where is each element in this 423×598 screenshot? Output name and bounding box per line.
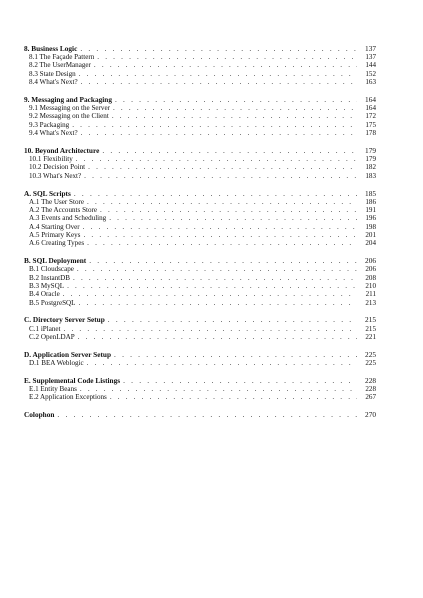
toc-subsection-entry[interactable] bbox=[24, 265, 376, 273]
dot-leader bbox=[80, 385, 357, 393]
toc-entry-title: B.1 Cloudscape bbox=[29, 265, 74, 274]
toc-entry-title: B.3 MySQL bbox=[29, 281, 65, 290]
toc-entry-title: A. SQL Scripts bbox=[24, 188, 71, 198]
toc-page-number: 208 bbox=[365, 273, 376, 282]
dot-leader bbox=[87, 239, 357, 247]
toc-subsection-entry[interactable] bbox=[24, 282, 376, 290]
toc-entry-title: A.6 Creating Types bbox=[29, 239, 85, 248]
dot-leader bbox=[79, 299, 357, 307]
toc-page-number: 206 bbox=[365, 256, 376, 266]
toc-page-number: 164 bbox=[365, 104, 376, 113]
dot-leader bbox=[81, 78, 357, 86]
toc-subsection-entry[interactable] bbox=[24, 163, 376, 171]
toc-page-number: 213 bbox=[365, 298, 376, 307]
table-of-contents bbox=[24, 44, 376, 428]
toc-chapter-entry[interactable] bbox=[24, 146, 376, 155]
toc-subsection-entry[interactable] bbox=[24, 299, 376, 307]
toc-entry-title: A.3 Events and Scheduling bbox=[29, 214, 107, 223]
toc-entry-title: 9.1 Messaging on the Server bbox=[29, 104, 110, 113]
toc-entry-title: C.2 OpenLDAP bbox=[29, 332, 75, 341]
toc-page-number: 163 bbox=[365, 78, 376, 87]
toc-page-number: 210 bbox=[365, 281, 376, 290]
dot-leader bbox=[109, 214, 357, 222]
toc-subsection-entry[interactable] bbox=[24, 172, 376, 180]
toc-page-number: 178 bbox=[365, 129, 376, 138]
toc-page-number: 175 bbox=[365, 120, 376, 129]
toc-entry-title: 10.3 What's Next? bbox=[29, 171, 82, 180]
dot-leader bbox=[89, 256, 357, 265]
dot-leader bbox=[64, 325, 357, 333]
toc-section bbox=[24, 315, 376, 341]
toc-subsection-entry[interactable] bbox=[24, 231, 376, 239]
toc-page-number: 191 bbox=[365, 206, 376, 215]
toc-chapter-entry[interactable] bbox=[24, 315, 376, 324]
toc-subsection-entry[interactable] bbox=[24, 290, 376, 298]
toc-entry-title: 9.3 Packaging bbox=[29, 120, 70, 129]
dot-leader bbox=[102, 146, 357, 155]
toc-page-number: 164 bbox=[365, 94, 376, 104]
toc-section bbox=[24, 256, 376, 307]
toc-entry-title: E.1 Entity Beans bbox=[29, 385, 77, 394]
toc-page-number: 201 bbox=[365, 230, 376, 239]
toc-subsection-entry[interactable] bbox=[24, 214, 376, 222]
toc-page-number: 182 bbox=[365, 163, 376, 172]
toc-subsection-entry[interactable] bbox=[24, 325, 376, 333]
toc-entry-title: A.5 Primary Keys bbox=[29, 230, 81, 239]
dot-leader bbox=[83, 223, 357, 231]
toc-subsection-entry[interactable] bbox=[24, 121, 376, 129]
toc-page-number: 215 bbox=[365, 315, 376, 325]
toc-chapter-entry[interactable] bbox=[24, 95, 376, 104]
toc-page-number: 179 bbox=[365, 155, 376, 164]
toc-section bbox=[24, 95, 376, 137]
dot-leader bbox=[114, 350, 357, 359]
toc-page-number: 144 bbox=[365, 61, 376, 70]
toc-entry-title: Colophon bbox=[24, 410, 55, 420]
toc-chapter-entry[interactable] bbox=[24, 350, 376, 359]
toc-page-number: 198 bbox=[365, 222, 376, 231]
dot-leader bbox=[113, 104, 357, 112]
toc-entry-title: D. Application Server Setup bbox=[24, 349, 112, 359]
toc-entry-title: 8. Business Logic bbox=[24, 44, 78, 53]
toc-page-number: 137 bbox=[365, 53, 376, 62]
toc-subsection-entry[interactable] bbox=[24, 239, 376, 247]
toc-page-number: 228 bbox=[365, 385, 376, 394]
dot-leader bbox=[87, 198, 357, 206]
toc-section bbox=[24, 350, 376, 367]
toc-page-number: 186 bbox=[365, 197, 376, 206]
toc-page-number: 206 bbox=[365, 265, 376, 274]
toc-entry-title: 8.1 The Façade Pattern bbox=[29, 53, 95, 62]
toc-entry-title: C.1 iPlanet bbox=[29, 324, 61, 333]
dot-leader bbox=[73, 274, 357, 282]
toc-page-number: 225 bbox=[365, 359, 376, 367]
dot-leader bbox=[76, 155, 357, 163]
toc-subsection-entry[interactable] bbox=[24, 359, 376, 367]
dot-leader bbox=[97, 53, 357, 61]
toc-section bbox=[24, 146, 376, 180]
toc-entry-title: B.4 Oracle bbox=[29, 290, 60, 299]
toc-subsection-entry[interactable] bbox=[24, 385, 376, 393]
toc-entry-title: 9. Messaging and Packaging bbox=[24, 94, 112, 104]
dot-leader bbox=[110, 393, 357, 401]
toc-entry-title: B. SQL Deployment bbox=[24, 256, 87, 266]
toc-entry-title: A.4 Starting Over bbox=[29, 222, 80, 231]
toc-entry-title: 8.2 The UserManager bbox=[29, 61, 91, 70]
dot-leader bbox=[94, 61, 357, 69]
dot-leader bbox=[74, 189, 357, 198]
toc-page-number: 196 bbox=[365, 214, 376, 223]
toc-entry-title: B.2 InstantDB bbox=[29, 273, 70, 282]
dot-leader bbox=[123, 376, 357, 385]
toc-page-number: 225 bbox=[365, 349, 376, 359]
toc-chapter-entry[interactable] bbox=[24, 410, 376, 419]
dot-leader bbox=[115, 95, 357, 104]
toc-subsection-entry[interactable] bbox=[24, 104, 376, 112]
dot-leader bbox=[84, 172, 357, 180]
toc-entry-title: D.1 BEA Weblogic bbox=[29, 359, 84, 367]
toc-chapter-entry[interactable] bbox=[24, 44, 376, 53]
toc-entry-title: 8.4 What's Next? bbox=[29, 78, 78, 87]
toc-page-number: 267 bbox=[365, 393, 376, 402]
dot-leader bbox=[83, 231, 357, 239]
toc-subsection-entry[interactable] bbox=[24, 112, 376, 120]
toc-page-number: 172 bbox=[365, 112, 376, 121]
toc-entry-title: B.5 PostgreSQL bbox=[29, 298, 76, 307]
toc-entry-title: 10. Beyond Architecture bbox=[24, 145, 100, 155]
toc-section bbox=[24, 189, 376, 248]
dot-leader bbox=[77, 265, 357, 273]
toc-subsection-entry[interactable] bbox=[24, 198, 376, 206]
toc-subsection-entry[interactable] bbox=[24, 274, 376, 282]
toc-subsection-entry[interactable] bbox=[24, 70, 376, 78]
toc-entry-title: A.2 The Accounts Store bbox=[29, 206, 98, 215]
toc-page-number: 137 bbox=[365, 44, 376, 53]
dot-leader bbox=[80, 44, 357, 53]
toc-entry-title: 10.2 Decision Point bbox=[29, 163, 86, 172]
toc-subsection-entry[interactable] bbox=[24, 155, 376, 163]
toc-section bbox=[24, 376, 376, 402]
toc-page-number: 221 bbox=[365, 332, 376, 341]
dot-leader bbox=[100, 206, 357, 214]
dot-leader bbox=[72, 121, 357, 129]
toc-entry-title: 9.4 What's Next? bbox=[29, 129, 78, 138]
toc-entry-title: E. Supplemental Code Listings bbox=[24, 375, 121, 385]
dot-leader bbox=[78, 333, 357, 341]
toc-chapter-entry[interactable] bbox=[24, 256, 376, 265]
toc-page-number: 228 bbox=[365, 375, 376, 385]
toc-subsection-entry[interactable] bbox=[24, 61, 376, 69]
toc-entry-title: A.1 The User Store bbox=[29, 197, 85, 206]
dot-leader bbox=[87, 359, 357, 367]
toc-page-number: 270 bbox=[365, 410, 376, 420]
dot-leader bbox=[112, 112, 357, 120]
toc-page-number: 204 bbox=[365, 239, 376, 248]
toc-chapter-entry[interactable] bbox=[24, 376, 376, 385]
dot-leader bbox=[79, 70, 357, 78]
toc-chapter-entry[interactable] bbox=[24, 189, 376, 198]
dot-leader bbox=[67, 282, 357, 290]
toc-subsection-entry[interactable] bbox=[24, 129, 376, 137]
toc-entry-title: 9.2 Messaging on the Client bbox=[29, 112, 109, 121]
dot-leader bbox=[81, 129, 357, 137]
dot-leader bbox=[63, 290, 357, 298]
toc-subsection-entry[interactable] bbox=[24, 393, 376, 401]
toc-section bbox=[24, 410, 376, 419]
toc-subsection-entry[interactable] bbox=[24, 223, 376, 231]
dot-leader bbox=[57, 410, 357, 419]
toc-entry-title: 10.1 Flexibility bbox=[29, 155, 73, 164]
toc-page-number: 211 bbox=[365, 290, 376, 299]
toc-section bbox=[24, 44, 376, 86]
toc-page-number: 183 bbox=[365, 171, 376, 180]
toc-page-number: 152 bbox=[365, 69, 376, 78]
toc-subsection-entry[interactable] bbox=[24, 78, 376, 86]
toc-entry-title: E.2 Application Exceptions bbox=[29, 393, 107, 402]
toc-entry-title: 8.3 State Design bbox=[29, 69, 76, 78]
toc-subsection-entry[interactable] bbox=[24, 333, 376, 341]
dot-leader bbox=[108, 315, 357, 324]
toc-subsection-entry[interactable] bbox=[24, 206, 376, 214]
toc-page-number: 179 bbox=[365, 145, 376, 155]
toc-entry-title: C. Directory Server Setup bbox=[24, 315, 105, 325]
toc-subsection-entry[interactable] bbox=[24, 53, 376, 61]
dot-leader bbox=[88, 163, 357, 171]
toc-page-number: 215 bbox=[365, 324, 376, 333]
toc-page-number: 185 bbox=[365, 188, 376, 198]
